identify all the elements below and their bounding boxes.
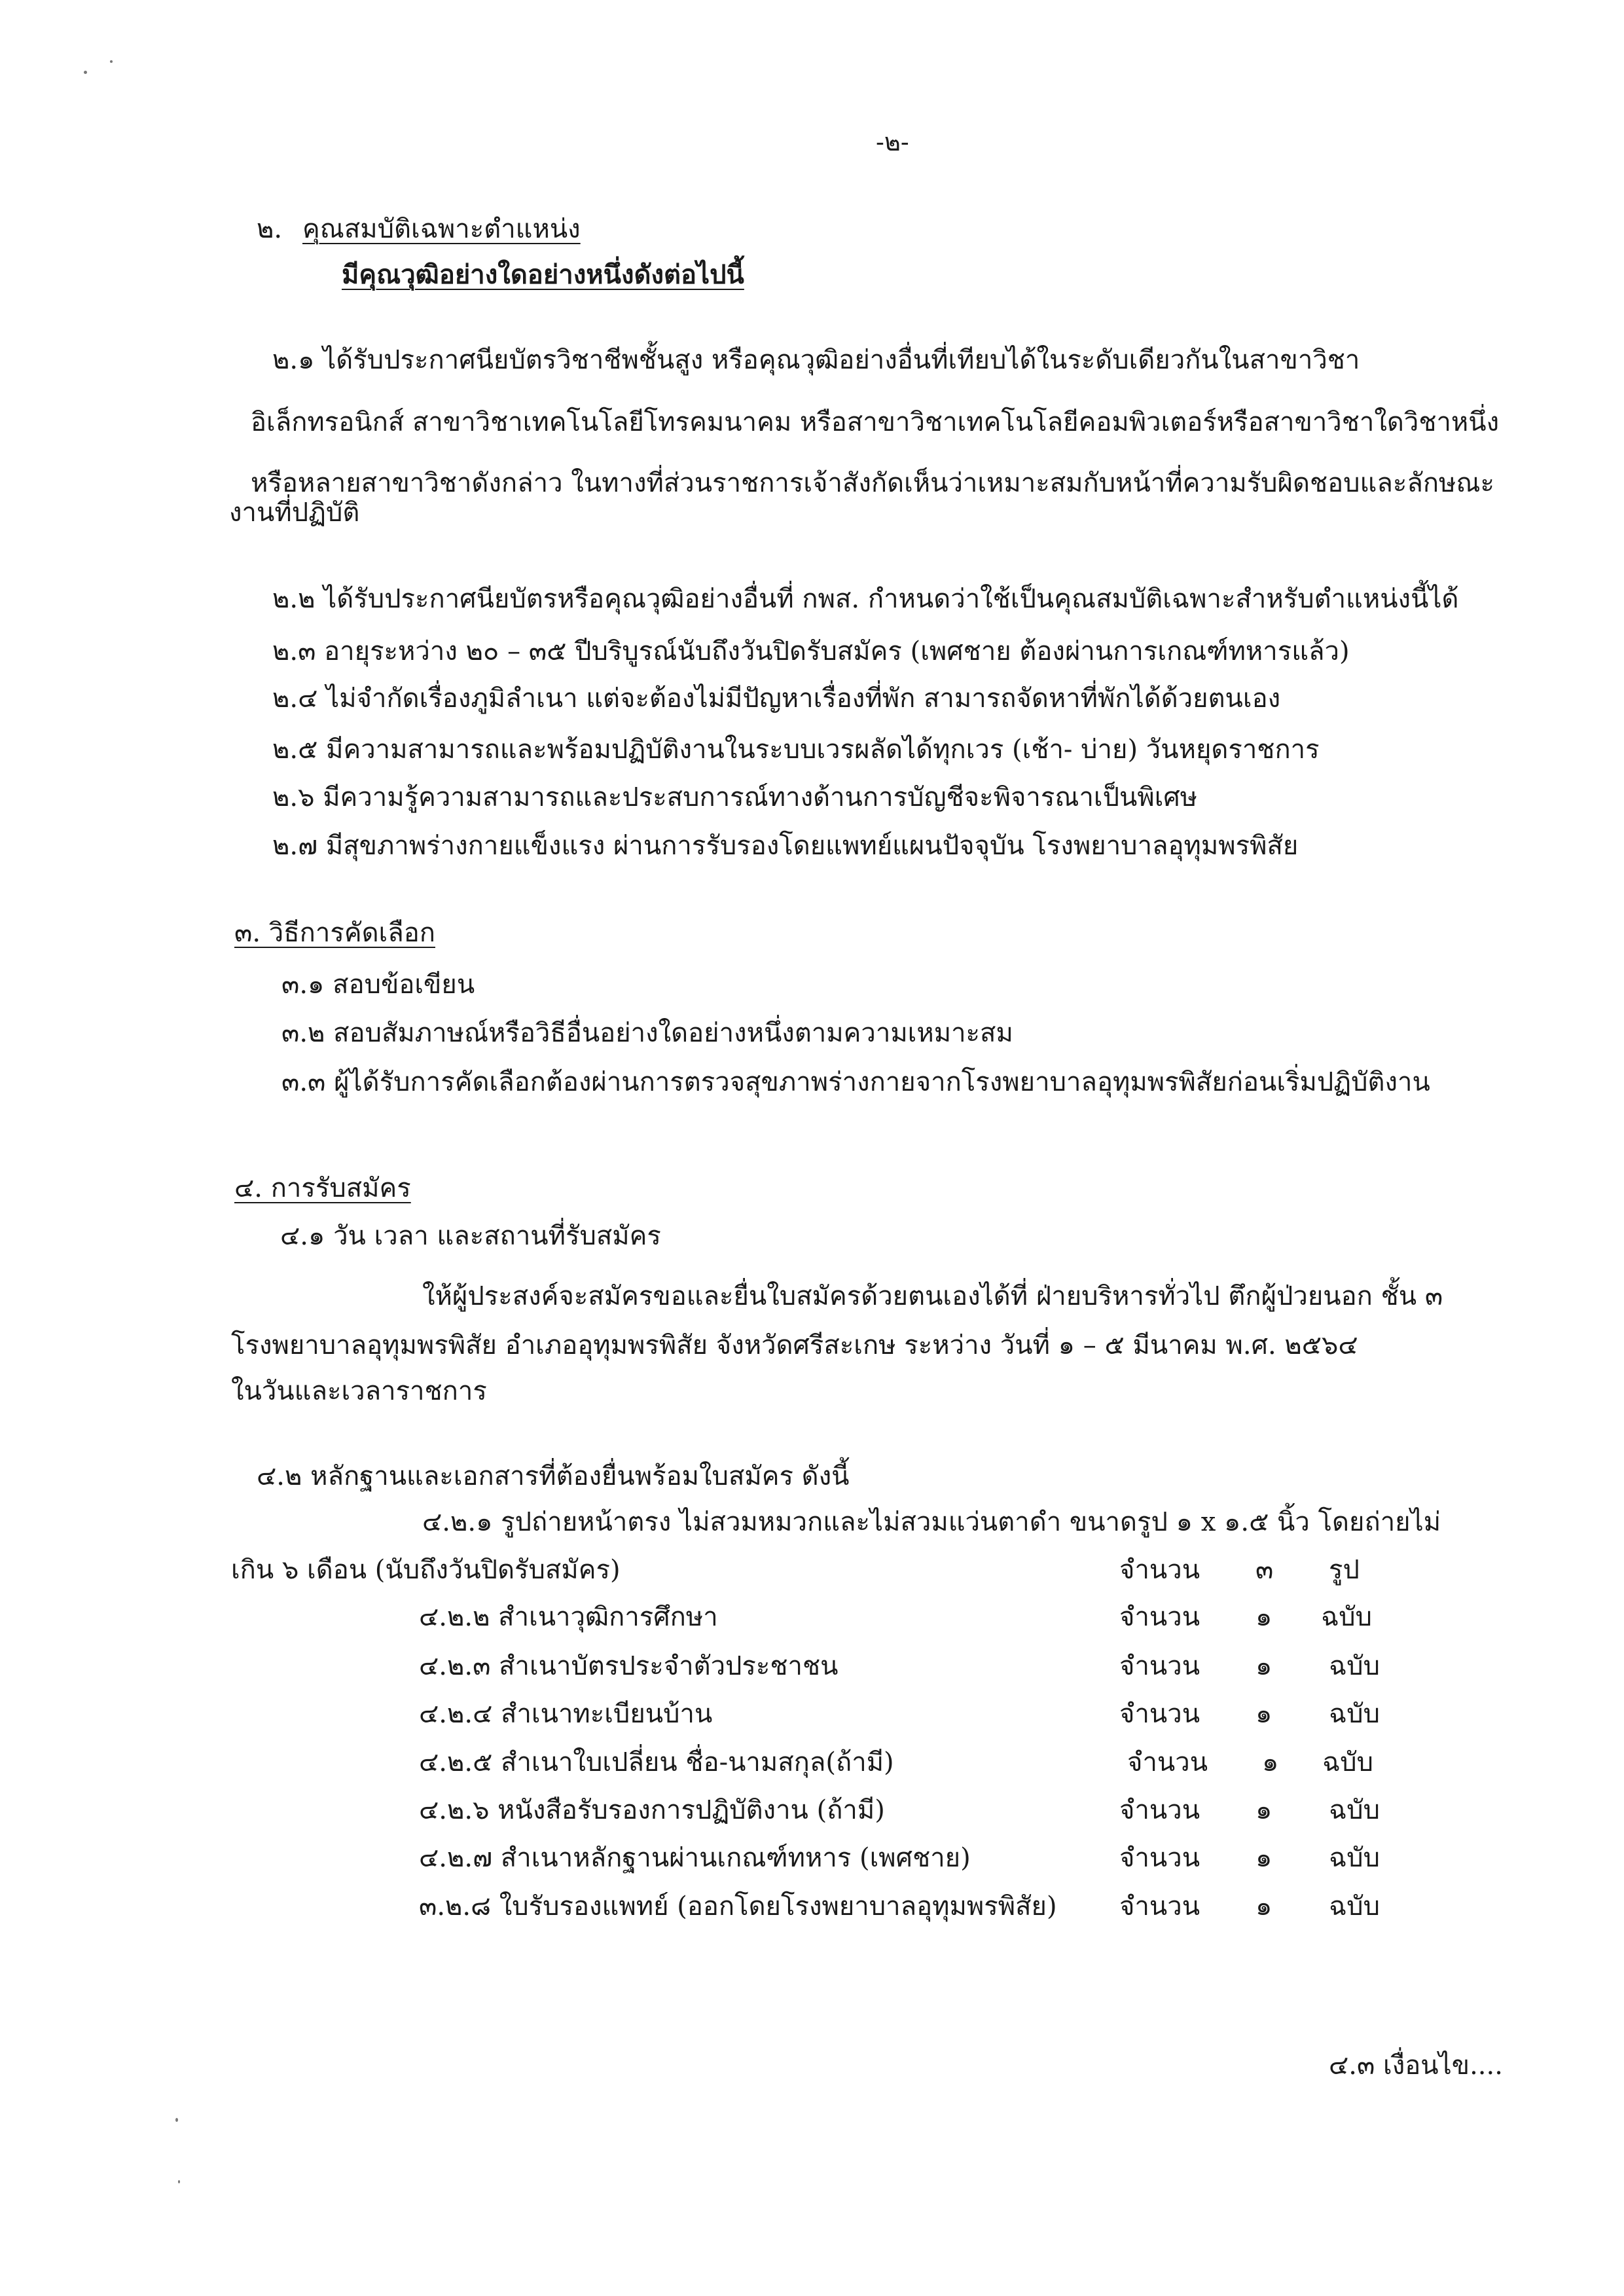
item-2-1-line4: งานที่ปฏิบัติ xyxy=(229,498,360,528)
doc-qty: ๑ xyxy=(1255,1843,1272,1873)
doc-label: ๔.๒.๗ สำเนาหลักฐานผ่านเกณฑ์ทหาร (เพศชาย) xyxy=(419,1843,971,1873)
doc-label: ๔.๒.๖ หนังสือรับรองการปฏิบัติงาน (ถ้ามี) xyxy=(419,1795,885,1825)
doc-amount-label: จำนวน xyxy=(1119,1699,1200,1729)
item-3-2: ๓.๒ สอบสัมภาษณ์หรือวิธีอื่นอย่างใดอย่างหนึ่งตามความเหมาะสม xyxy=(281,1018,1013,1048)
doc-label: ๔.๒.๕ สำเนาใบเปลี่ยน ชื่อ-นามสกุล(ถ้ามี) xyxy=(419,1747,894,1777)
continuation-note: ๔.๓ เงื่อนไข.... xyxy=(1329,2050,1503,2081)
scan-speck xyxy=(178,2180,180,2183)
doc-4-2-1-line2: เกิน ๖ เดือน (นับถึงวันปิดรับสมัคร) xyxy=(231,1555,621,1585)
scan-speck xyxy=(84,71,87,74)
item-2-5: ๒.๕ มีความสามารถและพร้อมปฏิบัติงานในระบบเวรผลัดได้ทุกเวร (เช้า- บ่าย) วันหยุดราชการ xyxy=(272,735,1320,765)
doc-qty: ๑ xyxy=(1255,1795,1272,1825)
item-2-3: ๒.๓ อายุระหว่าง ๒๐ – ๓๕ ปีบริบูรณ์นับถึงวันปิดรับสมัคร (เพศชาย ต้องผ่านการเกณฑ์ทหารแล้ว) xyxy=(272,636,1350,666)
page-number: -๒- xyxy=(876,128,909,156)
doc-amount-label: จำนวน xyxy=(1119,1891,1200,1922)
item-2-7: ๒.๗ มีสุขภาพร่างกายแข็งแรง ผ่านการรับรองโดยแพทย์แผนปัจจุบัน โรงพยาบาลอุทุมพรพิสัย xyxy=(272,831,1299,861)
doc-unit: ฉบับ xyxy=(1329,1843,1380,1873)
section-3-heading: ๓. วิธีการคัดเลือก xyxy=(234,918,435,948)
item-2-2: ๒.๒ ได้รับประกาศนียบัตรหรือคุณวุฒิอย่างอื่นที่ กพส. กำหนดว่าใช้เป็นคุณสมบัติเฉพาะสำหรับตำแหน่งนี้ได้ xyxy=(272,584,1459,614)
section-2-number: ๒. xyxy=(257,214,283,244)
doc-amount-label: จำนวน xyxy=(1119,1651,1200,1681)
doc-4-2-1-line1: ๔.๒.๑ รูปถ่ายหน้าตรง ไม่สวมหมวกและไม่สวมแว่นตาดำ ขนาดรูป ๑ x ๑.๕ นิ้ว โดยถ่ายไม่ xyxy=(422,1507,1441,1537)
section-4-heading: ๔. การรับสมัคร xyxy=(234,1173,411,1203)
doc-unit: ฉบับ xyxy=(1329,1891,1380,1922)
doc-qty: ๑ xyxy=(1255,1602,1272,1632)
item-4-1-text-line2: โรงพยาบาลอุทุมพรพิสัย อำเภออุทุมพรพิสัย จังหวัดศรีสะเกษ ระหว่าง วันที่ ๑ – ๕ มีนาคม พ.ศ. ๒๕๖๔ xyxy=(231,1330,1358,1360)
doc-label: ๔.๒.๔ สำเนาทะเบียนบ้าน xyxy=(419,1699,713,1729)
doc-unit: ฉบับ xyxy=(1321,1602,1373,1632)
doc-qty: ๑ xyxy=(1255,1891,1272,1922)
doc-unit: รูป xyxy=(1329,1555,1360,1585)
item-3-3: ๓.๓ ผู้ได้รับการคัดเลือกต้องผ่านการตรวจสุขภาพร่างกายจากโรงพยาบาลอุทุมพรพิสัยก่อนเริ่มปฏิบัติงาน xyxy=(281,1067,1430,1097)
doc-amount-label: จำนวน xyxy=(1119,1843,1200,1873)
item-3-1: ๓.๑ สอบข้อเขียน xyxy=(281,970,475,1000)
doc-qty: ๓ xyxy=(1255,1555,1274,1585)
item-2-4: ๒.๔ ไม่จำกัดเรื่องภูมิลำเนา แต่จะต้องไม่มีปัญหาเรื่องที่พัก สามารถจัดหาที่พักได้ด้วยตนเอง xyxy=(272,683,1281,714)
section-2-subheading: มีคุณวุฒิอย่างใดอย่างหนึ่งดังต่อไปนี้ xyxy=(342,259,744,290)
doc-label: ๓.๒.๘ ใบรับรองแพทย์ (ออกโดยโรงพยาบาลอุทุมพรพิสัย) xyxy=(419,1891,1057,1922)
scan-speck xyxy=(175,2118,178,2122)
item-4-1-text-line3: ในวันและเวลาราชการ xyxy=(231,1376,487,1406)
item-4-1: ๔.๑ วัน เวลา และสถานที่รับสมัคร xyxy=(280,1221,661,1251)
doc-label: ๔.๒.๒ สำเนาวุฒิการศึกษา xyxy=(419,1602,718,1632)
item-2-6: ๒.๖ มีความรู้ความสามารถและประสบการณ์ทางด้านการบัญชีจะพิจารณาเป็นพิเศษ xyxy=(272,782,1198,812)
doc-label: ๔.๒.๓ สำเนาบัตรประจำตัวประชาชน xyxy=(419,1651,839,1681)
doc-qty: ๑ xyxy=(1255,1699,1272,1729)
doc-qty: ๑ xyxy=(1255,1651,1272,1681)
doc-qty: ๑ xyxy=(1262,1747,1279,1777)
section-2-heading: คุณสมบัติเฉพาะตำแหน่ง xyxy=(302,214,581,244)
doc-unit: ฉบับ xyxy=(1329,1795,1380,1825)
item-4-2: ๔.๒ หลักฐานและเอกสารที่ต้องยื่นพร้อมใบสมัคร ดังนี้ xyxy=(257,1461,850,1491)
doc-unit: ฉบับ xyxy=(1329,1651,1380,1681)
doc-unit: ฉบับ xyxy=(1329,1699,1380,1729)
item-2-1-line2: อิเล็กทรอนิกส์ สาขาวิชาเทคโนโลยีโทรคมนาคม หรือสาขาวิชาเทคโนโลยีคอมพิวเตอร์หรือสาขาวิชาใดวิชาหนึ่ง xyxy=(251,407,1500,437)
item-2-1-line3: หรือหลายสาขาวิชาดังกล่าว ในทางที่ส่วนราชการเจ้าสังกัดเห็นว่าเหมาะสมกับหน้าที่ความรับผิดชอบและลักษณะ xyxy=(251,468,1495,498)
doc-amount-label: จำนวน xyxy=(1119,1555,1200,1585)
doc-amount-label: จำนวน xyxy=(1119,1602,1200,1632)
item-4-1-text-line1: ให้ผู้ประสงค์จะสมัครขอและยื่นใบสมัครด้วยตนเองได้ที่ ฝ่ายบริหารทั่วไป ตึกผู้ป่วยนอก ชั้น ๓ xyxy=(422,1281,1443,1311)
item-2-1-line1: ๒.๑ ได้รับประกาศนียบัตรวิชาชีพชั้นสูง หรือคุณวุฒิอย่างอื่นที่เทียบได้ในระดับเดียวกันในสาขาวิชา xyxy=(272,345,1360,375)
doc-unit: ฉบับ xyxy=(1322,1747,1374,1777)
doc-amount-label: จำนวน xyxy=(1119,1795,1200,1825)
scan-speck xyxy=(110,60,113,63)
doc-amount-label: จำนวน xyxy=(1127,1747,1208,1777)
